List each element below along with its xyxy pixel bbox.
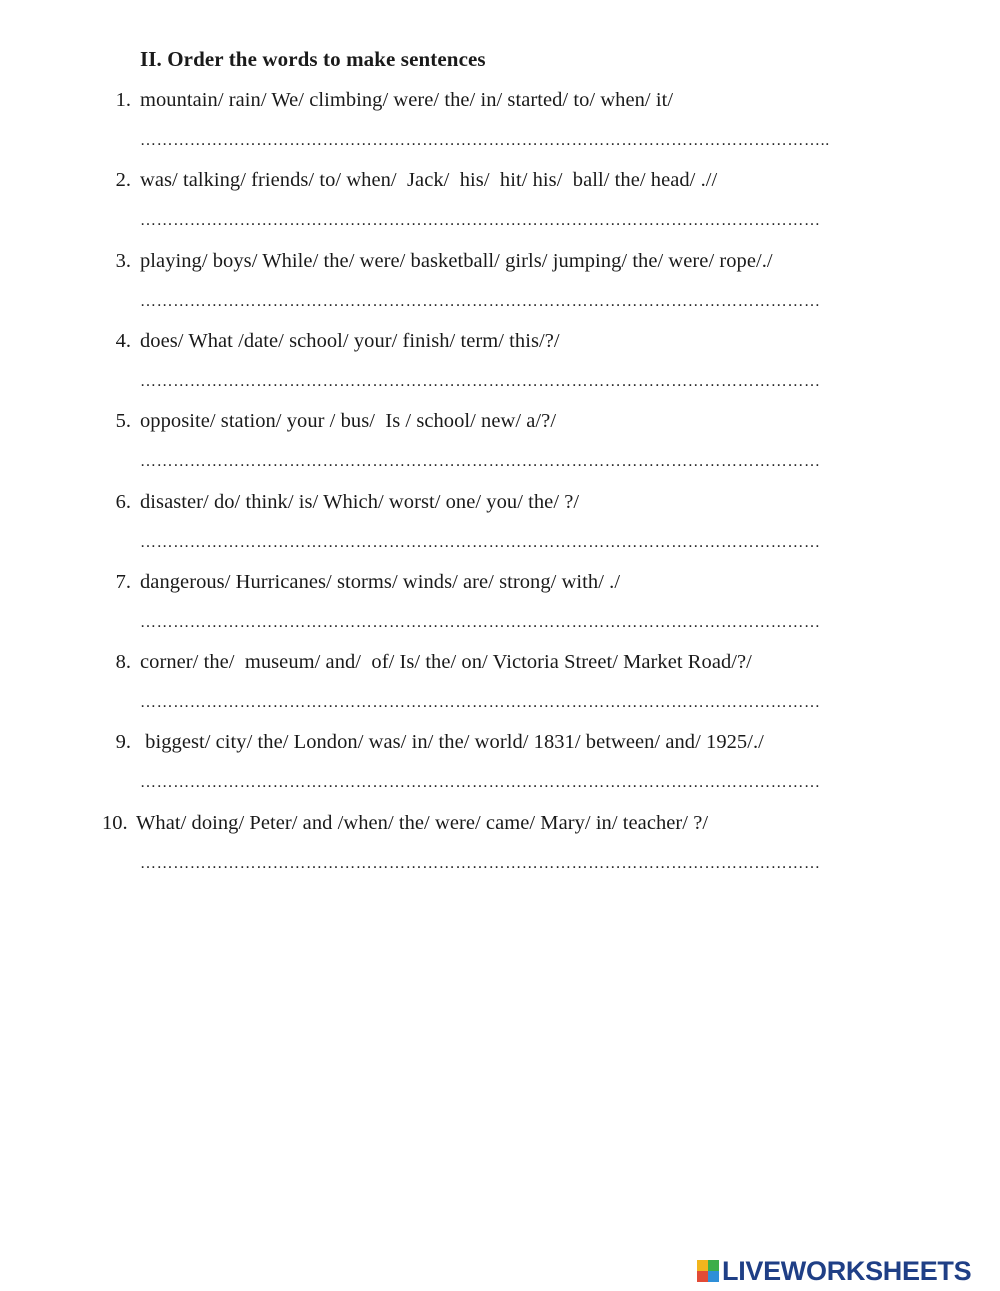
scrambled-words: does/ What /date/ school/ your/ finish/ term/ this/?/ [140, 329, 560, 352]
exercise-item [0, 169, 1000, 249]
answer-line[interactable]: …………………………………………………………………………………………………………… [140, 854, 821, 872]
answer-line[interactable]: …………………………………………………………………………………………………………… [140, 774, 821, 792]
item-number: 6. [115, 490, 131, 513]
scrambled-words: playing/ boys/ While/ the/ were/ basketball/ girls/ jumping/ the/ were/ rope/./ [140, 249, 773, 272]
answer-line[interactable]: …………………………………………………………………………………………………………….. [140, 132, 830, 149]
scrambled-words: opposite/ station/ your / bus/ Is / school/ new/ a/?/ [140, 410, 557, 433]
item-number: 8. [115, 651, 131, 674]
item-number: 1. [115, 89, 131, 111]
exercise-item [0, 571, 1000, 651]
exercise-item [0, 250, 1000, 330]
item-number: 10. [102, 811, 128, 834]
answer-line[interactable]: …………………………………………………………………………………………………………… [140, 292, 821, 310]
exercise-item [0, 651, 1000, 731]
answer-line[interactable]: …………………………………………………………………………………………………………… [140, 453, 821, 471]
logo-mark-cell-1 [697, 1260, 708, 1271]
answer-line[interactable]: …………………………………………………………………………………………………………… [140, 372, 821, 390]
logo-mark-cell-4 [708, 1271, 719, 1282]
scrambled-words: was/ talking/ friends/ to/ when/ Jack/ his/ hit/ his/ ball/ the/ head/ .// [140, 169, 718, 192]
item-number: 9. [115, 731, 131, 754]
answer-line[interactable]: …………………………………………………………………………………………………………… [140, 212, 821, 230]
exercise-item [0, 731, 1000, 811]
item-number: 3. [115, 249, 131, 272]
scrambled-words: mountain/ rain/ We/ climbing/ were/ the/ in/ started/ to/ when/ it/ [140, 89, 674, 111]
answer-line[interactable]: …………………………………………………………………………………………………………… [140, 694, 821, 712]
scrambled-words: What/ doing/ Peter/ and /when/ the/ were/ came/ Mary/ in/ teacher/ ?/ [136, 811, 709, 834]
exercise-item [0, 330, 1000, 410]
exercise-item [0, 410, 1000, 490]
scrambled-words: biggest/ city/ the/ London/ was/ in/ the/ world/ 1831/ between/ and/ 1925/./ [140, 731, 764, 754]
exercise-item [0, 812, 1000, 892]
exercise-item [0, 89, 1000, 169]
exercise-item [0, 491, 1000, 571]
logo-mark-cell-3 [697, 1271, 708, 1282]
scrambled-words: dangerous/ Hurricanes/ storms/ winds/ are/ strong/ with/ ./ [140, 570, 621, 593]
answer-line[interactable]: …………………………………………………………………………………………………………… [140, 533, 821, 551]
liveworksheets-logo [697, 1256, 971, 1286]
scrambled-words: corner/ the/ museum/ and/ of/ Is/ the/ on/ Victoria Street/ Market Road/?/ [140, 651, 752, 674]
logo-text: LIVEWORKSHEETS [722, 1255, 972, 1286]
item-number: 4. [115, 329, 131, 352]
item-number: 7. [115, 570, 131, 593]
scrambled-words: disaster/ do/ think/ is/ Which/ worst/ one/ you/ the/ ?/ [140, 490, 580, 513]
liveworksheets-mark-icon [697, 1260, 719, 1282]
logo-mark-cell-2 [708, 1260, 719, 1271]
item-number: 2. [115, 169, 131, 192]
section-heading: II. Order the words to make sentences [140, 47, 486, 71]
answer-line[interactable]: …………………………………………………………………………………………………………… [140, 613, 821, 631]
item-number: 5. [115, 410, 131, 433]
